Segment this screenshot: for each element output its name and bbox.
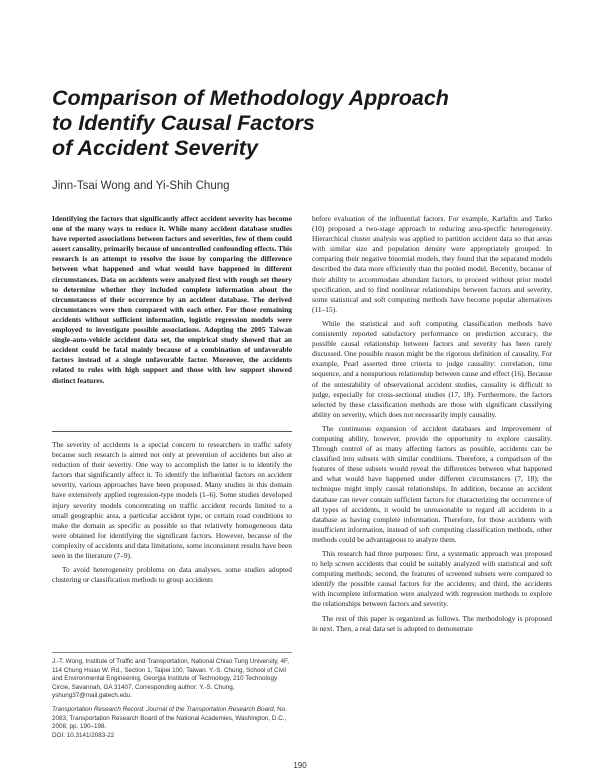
- abstract-text: Identifying the factors that significantly affect accident severity has become one of the many ways to reduce it. While many accident database studies have reported associations between factors and severities, few of them could assert causality, primarily because of uncontrolled confounding effects. This research is an attempt to resolve the issue by comparing the difference between what happened and what would have happened in different circumstances. Data on accidents were analyzed first with rough set theory to determine whether they included complete information about the circumstances of their occurrence by an accident database. The derived circumstances were then compared with each other. For those remaining accidents without sufficient information, logistic regression models were employed to investigate possible associations. Adopting the 2005 Taiwan single-auto-vehicle accident data set, the empirical study showed that an accident could be fatal mainly because of a combination of unfavorable factors instead of a single unfavorable factor. Moreover, the accidents related to rules with high support and those with low support showed distinct features.: [52, 214, 292, 385]
- paragraph: The severity of accidents is a special concern to researchers in traffic safety because such research is aimed not only at prevention of accidents but also at reduction of their severity. One way to accomplish the latter is to identify the factors that significantly affect it. To identify the influential factors on accident severity, various approaches have been proposed. Many studies in this domain have extensively applied regression-type models (1–6). Some studies developed injury severity models concentrating on traffic accident records limited to a small geographic area, a particular accident type, or certain road conditions to make the domain as specific as possible so that relatively homogeneous data were obtained for identifying the significant factors. However, because of the complexity of accidents and data limitations, some inconsistent results have been seen in the literature (7–9).: [52, 440, 292, 561]
- paragraph: This research had three purposes: first, a systematic approach was proposed to help screen accidents that could be suitably analyzed with statistical and soft computing methods; second, the features of screened subsets were compared to identify the possible causal factors for the accidents; and third, the accidents with incomplete information were analyzed with regression methods to explore the relationships between factors and severity.: [312, 549, 552, 609]
- paragraph: While the statistical and soft computing classification methods have consistently reported satisfactory performance on prediction accuracy, the possible causal relationship between factors and severity has been rarely discussed. One possible reason might be the rigorous definition of causality. For example, Pearl asserted three criteria to judge causality: correlation, time sequence, and a nonspurious relationship between cause and effect (16). Because of the untestability of observational accident studies, causality is difficult to judge, especially for cross-sectional studies (17, 18). Furthermore, the factors selected by these classification methods are those with significant classifying ability on severity, which does not necessarily imply causality.: [312, 318, 552, 419]
- paragraph: The continuous expansion of accident databases and improvement of computing ability, however, provide the opportunity to explore causality. Through control of as many affecting factors as possible, accidents can be classified into subsets with similar conditions. Therefore, a comparison of the features of these subsets would reveal the differences between what happened and what would have happened under different circumstances (7, 18); the technique might imply causal relationships. In addition, because an accident database can never contain sufficient factors for characterizing the occurrence of all types of accidents, it would be unreasonable to regard all accidents in a database as having complete information. Therefore, for those accidents with insufficient information, instead of soft computing classification methods, other methods could be advantageous to analyze them.: [312, 423, 552, 544]
- footnotes: [52, 658, 292, 745]
- paragraph: To avoid heterogeneity problems on data analyses, some studies adopted clustering or classification methods to group accidents: [52, 565, 292, 585]
- paper-title: [52, 86, 532, 161]
- right-body: [312, 214, 552, 638]
- footnote-citation: [52, 706, 292, 740]
- title-line: Comparison of Methodology Approach: [52, 86, 449, 110]
- journal-name: Transportation Research Record: Journal of the Transportation Research Board,: [52, 705, 276, 713]
- abstract-divider: [52, 431, 292, 432]
- paragraph: before evaluation of the influential factors. For example, Karlaftis and Tarko (10) proposed a two-stage approach to reducing area-specific heterogeneity. Hierarchical cluster analysis was applied to partition accident data so that areas with similar size and population density were appropriately grouped. In comparing their negative binomial models, they found that the separated models described the data more efficiently than the pooled model. Recently, because of their ability to accommodate abundant factors, to proceed without prior model specification, and to find nonlinear relationships between factors and severity, some statistical and soft computing methods have become popular alternatives (11–15).: [312, 214, 552, 314]
- title-line: of Accident Severity: [52, 136, 258, 160]
- left-body: [52, 440, 292, 589]
- page-number: 190: [293, 761, 307, 770]
- abstract: [52, 214, 292, 390]
- paragraph: The rest of this paper is organized as follows. The methodology is proposed in next. Then, a real data set is adopted to demonstrate: [312, 613, 552, 633]
- footnote-divider: [52, 652, 292, 653]
- title-line: to Identify Causal Factors: [52, 111, 315, 135]
- journal-details: No. 2083, Transportation Research Board of the National Academies, Washington, D.C., 2008, pp. 190–198.: [52, 705, 287, 731]
- authors: Jinn-Tsai Wong and Yi-Shih Chung: [52, 180, 230, 192]
- footnote-affiliation: J.-T. Wong, Institute of Traffic and Transportation, National Chiao Tung University, 4F, 114 Chung Hsiao W. Rd., Section 1, Taipei 100, Taiwan. Y.-S. Chung, School of Civil and Environmental Engineering, Georgia Institute of Technology, 210 Technology Circle, Savannah, GA 31407. Corresponding author: Y.-S. Chung, yshung37@mail.gatech.edu.: [52, 658, 289, 700]
- doi: DOI: 10.3141/2083-22: [52, 731, 115, 739]
